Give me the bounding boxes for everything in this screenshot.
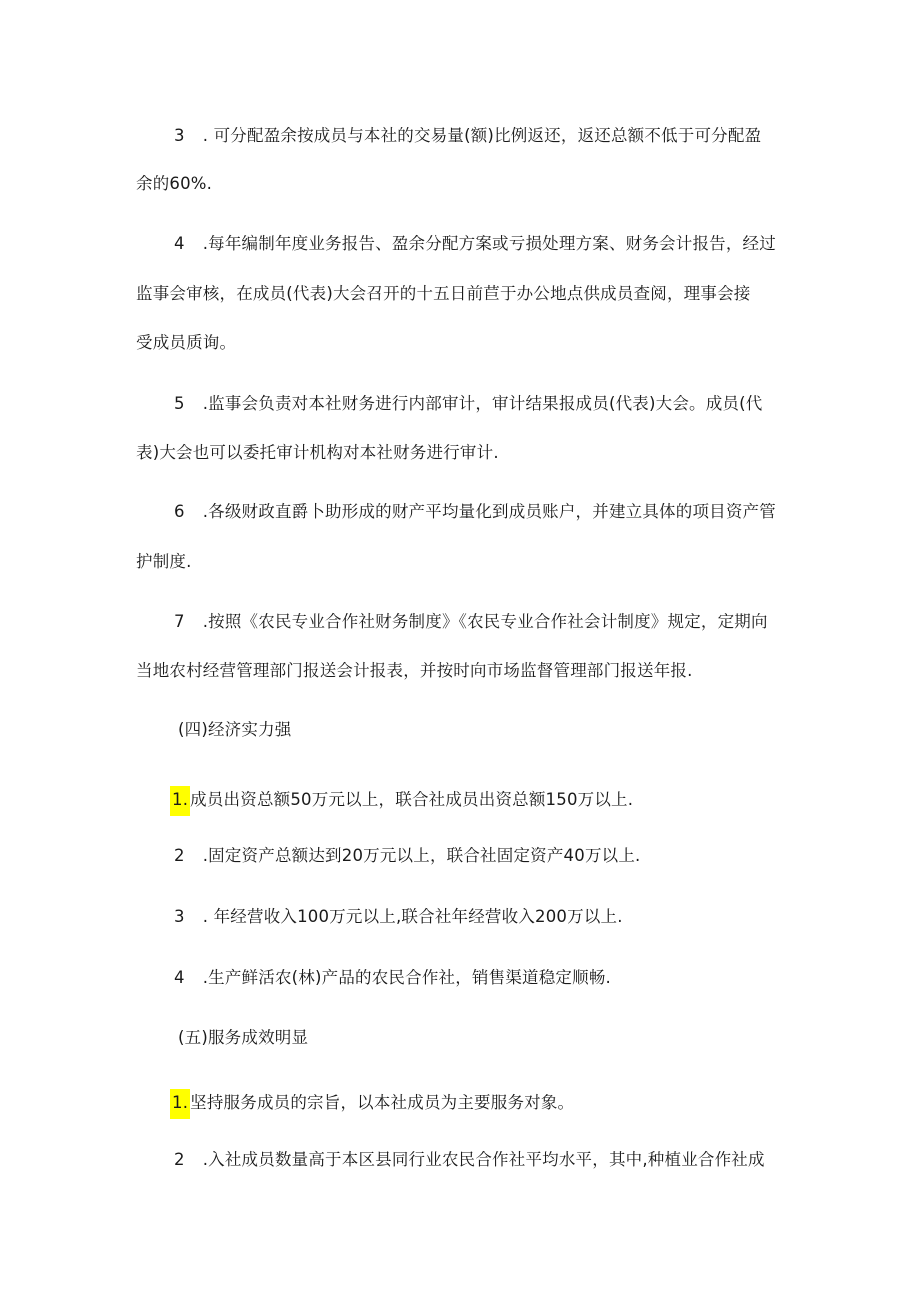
highlighted-item-number: 1. [170,786,190,816]
item-number: 7 [174,612,185,631]
paragraph-6-line-1 [174,500,776,524]
paragraph-7-line-1 [174,610,768,634]
paragraph-text: .监事会负责对本社财务进行内部审计，审计结果报成员(代表)大会。成员(代 [202,394,763,413]
item-number: 6 [174,502,185,521]
section-4-heading: (四)经济实力强 [178,720,292,739]
item-text: .生产鲜活农(林)产品的农民合作社，销售渠道稳定顺畅. [202,968,611,987]
paragraph-4-line-1 [174,232,776,256]
section-4-item-4 [174,966,611,990]
highlighted-item-number: 1. [170,1089,190,1119]
paragraph-4-line-3: 受成员质询。 [136,333,237,352]
item-number: 5 [174,394,185,413]
paragraph-3-line-1 [174,124,761,148]
item-number: 2 [174,1150,185,1169]
section-4-item-2 [174,844,640,868]
item-text: .入社成员数量高于本区县同行业农民合作社平均水平，其中,种植业合作社成 [202,1150,765,1169]
paragraph-text: .各级财政直爵卜助形成的财产平均量化到成员账户，并建立具体的项目资产管 [202,502,776,521]
paragraph-4-line-2: 监事会审核，在成员(代表)大会召开的十五日前苣于办公地点供成员查阅，理事会接 [136,284,751,303]
paragraph-6-line-2: 护制度. [136,552,192,571]
item-number: 4 [174,234,185,253]
paragraph-text: .每年编制年度业务报告、盈余分配方案或亏损处理方案、财务会计报告，经过 [202,234,776,253]
paragraph-5-line-1 [174,392,762,416]
item-number: 3 [174,126,185,145]
item-text: . 年经营收入100万元以上,联合社年经营收入200万以上. [202,907,623,926]
paragraph-7-line-2: 当地农村经营管理部门报送会计报表，并按时向市场监督管理部门报送年报. [136,661,693,680]
section-4-item-3 [174,905,623,929]
section-5-item-2 [174,1148,765,1172]
item-text: 坚持服务成员的宗旨，以本社成员为主要服务对象。 [190,1093,575,1112]
section-5-item-1 [172,1089,574,1119]
paragraph-3-line-2: 余的60%. [136,174,213,193]
section-4-item-1 [172,786,633,816]
item-number: 4 [174,968,185,987]
paragraph-text: .按照《农民专业合作社财务制度》《农民专业合作社会计制度》规定，定期向 [202,612,768,631]
item-text: 成员出资总额50万元以上，联合社成员出资总额150万以上. [190,790,634,809]
paragraph-text: . 可分配盈余按成员与本社的交易量(额)比例返还，返还总额不低于可分配盈 [202,126,762,145]
paragraph-5-line-2: 表)大会也可以委托审计机构对本社财务进行审计. [136,443,499,462]
section-5-heading: (五)服务成效明显 [178,1028,309,1047]
item-number: 3 [174,907,185,926]
item-text: .固定资产总额达到20万元以上，联合社固定资产40万以上. [202,846,641,865]
item-number: 2 [174,846,185,865]
